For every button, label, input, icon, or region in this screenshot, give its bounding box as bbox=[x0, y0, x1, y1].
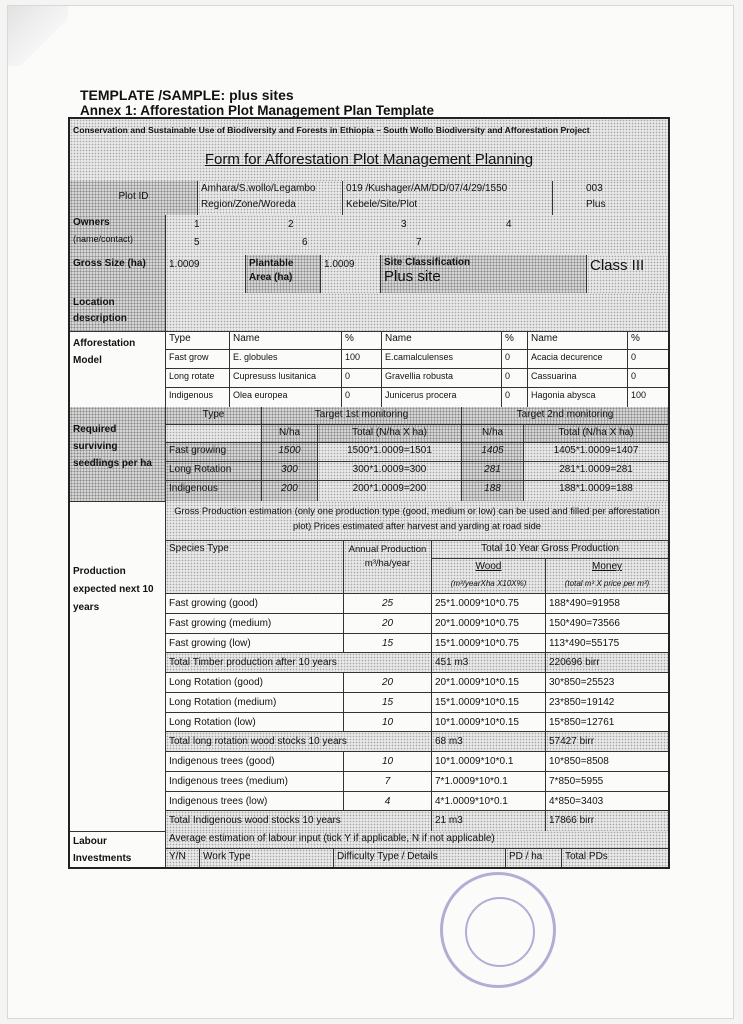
annex-title: Annex 1: Afforestation Plot Management Plan Template bbox=[80, 103, 435, 118]
money-subheader: (total m³ X price per m³) bbox=[546, 577, 668, 594]
plot-id-row bbox=[70, 181, 668, 216]
labour-work-type: Work Type bbox=[200, 849, 334, 867]
model-cell: Acacia decurence bbox=[528, 350, 628, 369]
production-wood: 68 m3 bbox=[432, 732, 546, 752]
production-money: 4*850=3403 bbox=[546, 792, 668, 812]
seedlings-nha2: 281 bbox=[462, 462, 524, 481]
labour-difficulty: Difficulty Type / Details bbox=[334, 849, 506, 867]
model-header: Name bbox=[230, 331, 342, 350]
production-species: Long Rotation (low) bbox=[166, 713, 344, 733]
site-cell bbox=[381, 255, 587, 293]
labour-yn: Y/N bbox=[166, 849, 200, 867]
model-cell: Olea europea bbox=[230, 388, 342, 407]
production-annual: 15 bbox=[344, 693, 432, 713]
seedlings-total2: 281*1.0009=281 bbox=[524, 462, 668, 481]
seedlings-grid bbox=[166, 407, 668, 501]
model-cell: Indigenous bbox=[166, 388, 230, 407]
production-wood: 25*1.0009*10*0.75 bbox=[432, 594, 546, 614]
production-label: Production expected next 10 years bbox=[70, 501, 166, 831]
owners-list bbox=[166, 215, 668, 255]
production-total-label: Total Indigenous wood stocks 10 years bbox=[166, 811, 432, 831]
production-annual: 25 bbox=[344, 594, 432, 614]
seedlings-type-header: Type bbox=[166, 407, 262, 425]
stamp-inner-ring bbox=[465, 897, 535, 967]
seedlings-total1: 200*1.0009=200 bbox=[318, 481, 462, 501]
model-cell: Cassuarina bbox=[528, 369, 628, 388]
seedlings-nha2: 1405 bbox=[462, 443, 524, 462]
plot-id-label: Plot ID bbox=[70, 181, 198, 215]
model-header: Type bbox=[166, 331, 230, 350]
seedlings-nha1: 300 bbox=[262, 462, 318, 481]
model-cell: 100 bbox=[342, 350, 382, 369]
owners-sublabel: (name/contact) bbox=[73, 234, 134, 244]
model-cell: 0 bbox=[502, 350, 528, 369]
owners-label-cell bbox=[70, 215, 166, 255]
project-row bbox=[70, 119, 668, 144]
seedlings-nha1: 200 bbox=[262, 481, 318, 501]
production-species: Long Rotation (medium) bbox=[166, 693, 344, 713]
plus-cell bbox=[553, 181, 668, 215]
form-table bbox=[68, 117, 670, 869]
labour-label: Labour Investments bbox=[70, 831, 166, 867]
model-cell: Cupresuss lusitanica bbox=[230, 369, 342, 388]
species-type-header: Species Type bbox=[166, 541, 344, 594]
plantable-label: Plantable Area (ha) bbox=[246, 255, 321, 293]
model-cell: 0 bbox=[342, 369, 382, 388]
model-label: Afforestation Model bbox=[70, 331, 166, 407]
seedlings-total1: 300*1.0009=300 bbox=[318, 462, 462, 481]
model-header: Name bbox=[382, 331, 502, 350]
plus-value: 003 bbox=[586, 183, 603, 194]
nha2-header: N/ha bbox=[462, 425, 524, 443]
annual-production-header: Annual Production m³/ha/year bbox=[344, 541, 432, 594]
model-header: % bbox=[628, 331, 668, 350]
production-money: 150*490=73566 bbox=[546, 614, 668, 634]
site-label: Site Classification bbox=[384, 257, 471, 268]
labour-note: Average estimation of labour input (tick Y if applicable, N if not applicable) bbox=[166, 831, 668, 849]
seedlings-total2: 1405*1.0009=1407 bbox=[524, 443, 668, 462]
model-cell: Fast grow bbox=[166, 350, 230, 369]
production-grid bbox=[166, 501, 668, 831]
model-cell: 0 bbox=[502, 369, 528, 388]
production-annual: 4 bbox=[344, 792, 432, 812]
production-wood: 20*1.0009*10*0.75 bbox=[432, 614, 546, 634]
model-cell: 0 bbox=[502, 388, 528, 407]
money-header: Money bbox=[546, 559, 668, 577]
plantable-value: 1.0009 bbox=[321, 255, 381, 293]
model-cell: 0 bbox=[628, 350, 668, 369]
region-label: Region/Zone/Woreda bbox=[201, 199, 296, 210]
production-money: 220696 birr bbox=[546, 653, 668, 673]
seedlings-type: Fast growing bbox=[166, 443, 262, 462]
production-wood: 15*1.0009*10*0.75 bbox=[432, 634, 546, 654]
production-annual: 10 bbox=[344, 752, 432, 772]
model-grid bbox=[166, 331, 668, 407]
gross-label: Gross Size (ha) bbox=[70, 255, 166, 293]
production-money: 17866 birr bbox=[546, 811, 668, 831]
model-header: Name bbox=[528, 331, 628, 350]
production-block bbox=[70, 501, 668, 832]
production-wood: 15*1.0009*10*0.15 bbox=[432, 693, 546, 713]
production-species: Indigenous trees (low) bbox=[166, 792, 344, 812]
region-cell bbox=[198, 181, 343, 215]
wood-header: Wood bbox=[432, 559, 546, 577]
location-row bbox=[70, 293, 668, 332]
production-wood: 21 m3 bbox=[432, 811, 546, 831]
project-name: Conservation and Sustainable Use of Biodiversity and Forests in Ethiopia – South Wollo Biodiversity and Afforestation Project bbox=[73, 125, 590, 135]
owner-6: 6 bbox=[302, 237, 308, 248]
target1-header: Target 1st monitoring bbox=[262, 407, 462, 425]
production-species: Fast growing (low) bbox=[166, 634, 344, 654]
model-cell: 0 bbox=[342, 388, 382, 407]
model-cell: E. globules bbox=[230, 350, 342, 369]
production-money: 23*850=19142 bbox=[546, 693, 668, 713]
production-wood: 7*1.0009*10*0.1 bbox=[432, 772, 546, 792]
seedlings-type: Indigenous bbox=[166, 481, 262, 501]
official-stamp bbox=[440, 872, 556, 988]
gross-row bbox=[70, 255, 668, 294]
class-value: Class III bbox=[587, 255, 668, 293]
model-header: % bbox=[502, 331, 528, 350]
production-annual: 15 bbox=[344, 634, 432, 654]
production-total-label: Total Timber production after 10 years bbox=[166, 653, 432, 673]
model-cell: Junicerus procera bbox=[382, 388, 502, 407]
model-cell: E.camalculenses bbox=[382, 350, 502, 369]
model-cell: 100 bbox=[631, 390, 647, 400]
total2-header: Total (N/ha X ha) bbox=[524, 425, 668, 443]
plus-label: Plus bbox=[586, 199, 606, 210]
model-cell: 0 bbox=[628, 369, 668, 388]
production-money: 10*850=8508 bbox=[546, 752, 668, 772]
labour-pd: PD / ha bbox=[506, 849, 562, 867]
production-annual: 10 bbox=[344, 713, 432, 733]
region-value: Amhara/S.wollo/Legambo bbox=[201, 183, 316, 194]
wood-subheader: (m³/yearXha X10X%) bbox=[432, 577, 546, 594]
production-wood: 4*1.0009*10*0.1 bbox=[432, 792, 546, 812]
production-money: 57427 birr bbox=[546, 732, 668, 752]
model-block bbox=[70, 331, 668, 408]
labour-total: Total PDs bbox=[562, 849, 668, 867]
total-header: Total (N/ha X ha) bbox=[318, 425, 462, 443]
owner-1: 1 bbox=[194, 219, 200, 230]
owner-5: 5 bbox=[194, 237, 200, 248]
production-species: Fast growing (medium) bbox=[166, 614, 344, 634]
model-cell: Gravellia robusta bbox=[382, 369, 502, 388]
production-wood: 451 m3 bbox=[432, 653, 546, 673]
seedlings-total1: 1500*1.0009=1501 bbox=[318, 443, 462, 462]
labour-block bbox=[70, 831, 668, 867]
nha-header: N/ha bbox=[262, 425, 318, 443]
production-money: 113*490=55175 bbox=[546, 634, 668, 654]
production-species: Long Rotation (good) bbox=[166, 673, 344, 693]
target2-header: Target 2nd monitoring bbox=[462, 407, 668, 425]
owner-2: 2 bbox=[288, 219, 294, 230]
production-species: Fast growing (good) bbox=[166, 594, 344, 614]
form-title-row bbox=[70, 143, 668, 182]
owner-4: 4 bbox=[506, 219, 512, 230]
production-money: 30*850=25523 bbox=[546, 673, 668, 693]
production-species: Indigenous trees (medium) bbox=[166, 772, 344, 792]
model-cell: Long rotate bbox=[166, 369, 230, 388]
page-corner-fold bbox=[8, 6, 68, 66]
seedlings-nha1: 1500 bbox=[262, 443, 318, 462]
production-species: Indigenous trees (good) bbox=[166, 752, 344, 772]
gross-value: 1.0009 bbox=[166, 255, 246, 293]
seedlings-type: Long Rotation bbox=[166, 462, 262, 481]
location-label: Location description bbox=[70, 293, 166, 331]
production-annual: 20 bbox=[344, 673, 432, 693]
seedlings-block bbox=[70, 407, 668, 502]
seedlings-nha2: 188 bbox=[462, 481, 524, 501]
kebele-value: 019 /Kushager/AM/DD/07/4/29/1550 bbox=[346, 183, 508, 194]
template-title: TEMPLATE /SAMPLE: plus sites bbox=[80, 87, 294, 103]
owners-row bbox=[70, 215, 668, 256]
owners-label: Owners bbox=[73, 217, 110, 228]
seedlings-type-blank bbox=[166, 425, 262, 443]
kebele-label: Kebele/Site/Plot bbox=[346, 199, 418, 210]
production-wood: 10*1.0009*10*0.1 bbox=[432, 752, 546, 772]
production-total-label: Total long rotation wood stocks 10 years bbox=[166, 732, 432, 752]
production-wood: 20*1.0009*10*0.15 bbox=[432, 673, 546, 693]
form-title: Form for Afforestation Plot Management Planning bbox=[204, 151, 534, 168]
owner-3: 3 bbox=[401, 219, 407, 230]
model-header: % bbox=[342, 331, 382, 350]
production-annual: 7 bbox=[344, 772, 432, 792]
production-wood: 10*1.0009*10*0.15 bbox=[432, 713, 546, 733]
seedlings-total2: 188*1.0009=188 bbox=[524, 481, 668, 501]
kebele-cell bbox=[343, 181, 553, 215]
production-annual: 20 bbox=[344, 614, 432, 634]
production-money: 7*850=5955 bbox=[546, 772, 668, 792]
seedlings-label: Required surviving seedlings per ha bbox=[70, 407, 166, 501]
production-money: 188*490=91958 bbox=[546, 594, 668, 614]
total10-header: Total 10 Year Gross Production bbox=[432, 541, 668, 559]
owner-7: 7 bbox=[416, 237, 422, 248]
production-note: Gross Production estimation (only one production type (good, medium or low) can be used and filled per afforestation plot) Prices estimated after harvest and yarding at road side bbox=[166, 501, 668, 541]
production-money: 15*850=12761 bbox=[546, 713, 668, 733]
site-value: Plus site bbox=[384, 268, 441, 285]
model-cell: Hagonia abysca bbox=[528, 388, 628, 407]
